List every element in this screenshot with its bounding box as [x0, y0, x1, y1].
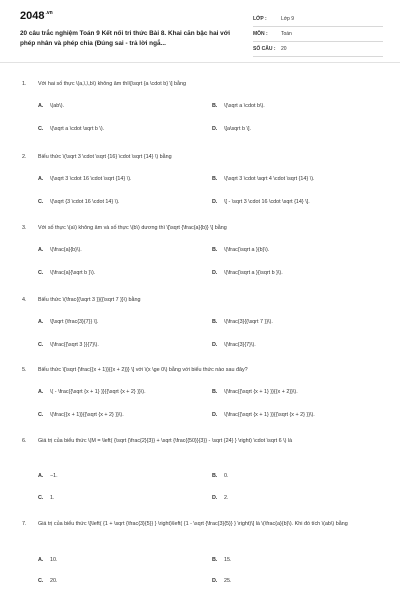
question-number: 2. — [22, 154, 27, 160]
option-letter: A. — [38, 103, 44, 109]
answer-option[interactable] — [38, 176, 132, 182]
option-text: 0. — [224, 473, 229, 479]
option-letter: C. — [38, 342, 44, 348]
option-letter: C. — [38, 495, 44, 501]
option-letter: C. — [38, 578, 44, 584]
option-text: −1. — [50, 473, 58, 479]
answer-option[interactable] — [38, 557, 58, 563]
option-text: \(\frac{a}{b}\). — [50, 247, 82, 253]
document-title: 20 câu trắc nghiệm Toán 9 Kết nối tri thức Bài 8. Khai căn bậc hai với phép nhân và phép chia (Đúng sai - trả lời ngắ... — [20, 30, 231, 47]
option-text: \( - \frac{{\sqrt {x + 1} }}{{\sqrt {x + 2} }}\). — [50, 389, 146, 395]
question-number: 6. — [22, 438, 27, 444]
option-text: 10. — [50, 557, 58, 563]
question-number: 4. — [22, 297, 27, 303]
option-text: \(\frac{{\sqrt {x + 1} }}{{x + 2}}\). — [224, 389, 298, 395]
answer-option[interactable] — [212, 319, 273, 325]
meta-label: MÔN : — [253, 31, 268, 37]
question-stem — [22, 366, 382, 376]
meta-label: LỚP : — [253, 16, 267, 22]
option-letter: C. — [38, 199, 44, 205]
answer-option[interactable] — [38, 412, 124, 418]
option-text: \(\sqrt a \cdot \sqrt b \). — [50, 126, 105, 132]
answer-option[interactable] — [38, 342, 99, 348]
option-letter: A. — [38, 473, 44, 479]
option-text: \(\frac{a}{\sqrt b }\). — [50, 270, 96, 276]
option-text: \(\sqrt a \cdot b\). — [224, 103, 265, 109]
answer-option[interactable] — [38, 247, 82, 253]
option-letter: D. — [212, 199, 218, 205]
option-text: 25. — [224, 578, 232, 584]
option-letter: B. — [212, 557, 218, 563]
question-text: Biểu thức \(\frac{{\sqrt 3 }}{{\sqrt 7 }}\) bằng — [38, 297, 141, 303]
question-number: 1. — [22, 81, 27, 87]
question-text: Giá trị của biểu thức \[\left( {1 + \sqrt {\frac{3}{5}} } \right)\left( {1 - \sqrt {\frac{3}{5}} } \right)\] là \(\frac{a}{b}\). Khi đó tích \(ab\) bằng — [38, 521, 348, 527]
answer-option[interactable] — [212, 495, 229, 501]
question-number: 3. — [22, 225, 27, 231]
answer-option[interactable] — [38, 103, 64, 109]
option-letter: A. — [38, 557, 44, 563]
answer-option[interactable] — [212, 176, 314, 182]
answer-option[interactable] — [38, 578, 58, 584]
option-letter: A. — [38, 176, 44, 182]
answer-option[interactable] — [212, 578, 232, 584]
answer-option[interactable] — [38, 199, 120, 205]
option-text: 2. — [224, 495, 229, 501]
option-letter: A. — [38, 319, 44, 325]
option-letter: B. — [212, 176, 218, 182]
option-text: \(\frac{3}{{\sqrt 7 }}\). — [224, 319, 273, 325]
question-text: Giá trị của biểu thức \(M = \left( {\sqrt {\frac{2}{3}} + \sqrt {\frac{{50}}{3}} - \sqrt {24} } \right) \cdot \sqrt 6 \) là — [38, 438, 293, 444]
option-letter: C. — [38, 126, 44, 132]
option-text: \[\sqrt {\frac{3}{7}} \]. — [50, 319, 99, 325]
option-text: \(\frac{\sqrt a }{b}\). — [224, 247, 270, 253]
question-stem — [22, 224, 382, 234]
option-letter: A. — [38, 389, 44, 395]
question-stem — [22, 80, 382, 90]
option-letter: D. — [212, 342, 218, 348]
option-text: \(\frac{{\sqrt 3 }}{7}\). — [50, 342, 99, 348]
option-text: \(\frac{\sqrt a }{\sqrt b }\). — [224, 270, 283, 276]
option-letter: D. — [212, 578, 218, 584]
option-text: 20. — [50, 578, 58, 584]
question-stem — [22, 437, 382, 447]
option-letter: B. — [212, 103, 218, 109]
answer-option[interactable] — [212, 412, 315, 418]
answer-option[interactable] — [212, 199, 310, 205]
meta-value: Toán — [281, 31, 292, 37]
option-text: \(\frac{{\sqrt {x + 1} }}{{\sqrt {x + 2} }}\). — [224, 412, 315, 418]
answer-option[interactable] — [38, 495, 55, 501]
question-text: Biểu thức \(\sqrt 3 \cdot \sqrt {16} \cdot \sqrt {14} \) bằng — [38, 154, 172, 160]
question-stem — [22, 153, 382, 163]
answer-option[interactable] — [38, 126, 104, 132]
option-letter: B. — [212, 389, 218, 395]
answer-option[interactable] — [212, 557, 232, 563]
option-letter: A. — [38, 247, 44, 253]
answer-option[interactable] — [38, 473, 58, 479]
answer-option[interactable] — [38, 319, 98, 325]
option-letter: C. — [38, 270, 44, 276]
option-letter: D. — [212, 270, 218, 276]
option-text: \(\frac{{x + 1}}{{\sqrt {x + 2} }}\). — [50, 412, 124, 418]
option-text: \(\sqrt {3 \cdot 16 \cdot 14} \). — [50, 199, 120, 205]
answer-option[interactable] — [212, 473, 229, 479]
option-text: \[ - \sqrt 3 \cdot 16 \cdot \sqrt {14} \]. — [224, 199, 310, 205]
option-letter: D. — [212, 495, 218, 501]
option-text: \(\frac{3}{7}\). — [224, 342, 256, 348]
option-letter: B. — [212, 247, 218, 253]
answer-option[interactable] — [212, 270, 283, 276]
answer-option[interactable] — [38, 389, 146, 395]
meta-label: SỐ CÂU : — [253, 46, 276, 52]
option-text: \(\sqrt 3 \cdot 16 \cdot \sqrt {14} \). — [50, 176, 132, 182]
question-number: 5. — [22, 367, 27, 373]
option-text: \(ab\). — [50, 103, 65, 109]
answer-option[interactable] — [212, 126, 251, 132]
logo-text: 2048 — [20, 10, 45, 22]
question-text: Với số thực \(a\) không âm và số thực \(b\) dương thì \[\sqrt {\frac{a}{b}} \] bằng — [38, 225, 227, 231]
question-text: Biểu thức \[\sqrt {\frac{{x + 1}}{{x + 2}}} \] với \(x \ge 0\) bằng với biểu thức nào sau đây? — [38, 367, 248, 373]
option-letter: D. — [212, 126, 218, 132]
answer-option[interactable] — [212, 103, 265, 109]
question-stem — [22, 520, 382, 530]
option-text: \[a\sqrt b \]. — [224, 126, 251, 132]
question-number: 7. — [22, 521, 27, 527]
logo-suffix: .vn — [45, 10, 53, 17]
answer-option[interactable] — [38, 270, 95, 276]
answer-option[interactable] — [212, 247, 269, 253]
question-stem — [22, 296, 382, 306]
option-text: 15. — [224, 557, 232, 563]
option-letter: B. — [212, 319, 218, 325]
question-text: Với hai số thực \(a,\,\,b\) không âm thì\[\sqrt {a \cdot b} \] bằng — [38, 81, 186, 87]
meta-value: 20 — [281, 46, 287, 52]
answer-option[interactable] — [212, 389, 298, 395]
answer-option[interactable] — [212, 342, 256, 348]
meta-value: Lớp 9 — [281, 16, 295, 22]
option-letter: B. — [212, 473, 218, 479]
option-text: \(\sqrt 3 \cdot \sqrt 4 \cdot \sqrt {14} \). — [224, 176, 315, 182]
option-letter: C. — [38, 412, 44, 418]
option-letter: D. — [212, 412, 218, 418]
option-text: 1. — [50, 495, 55, 501]
